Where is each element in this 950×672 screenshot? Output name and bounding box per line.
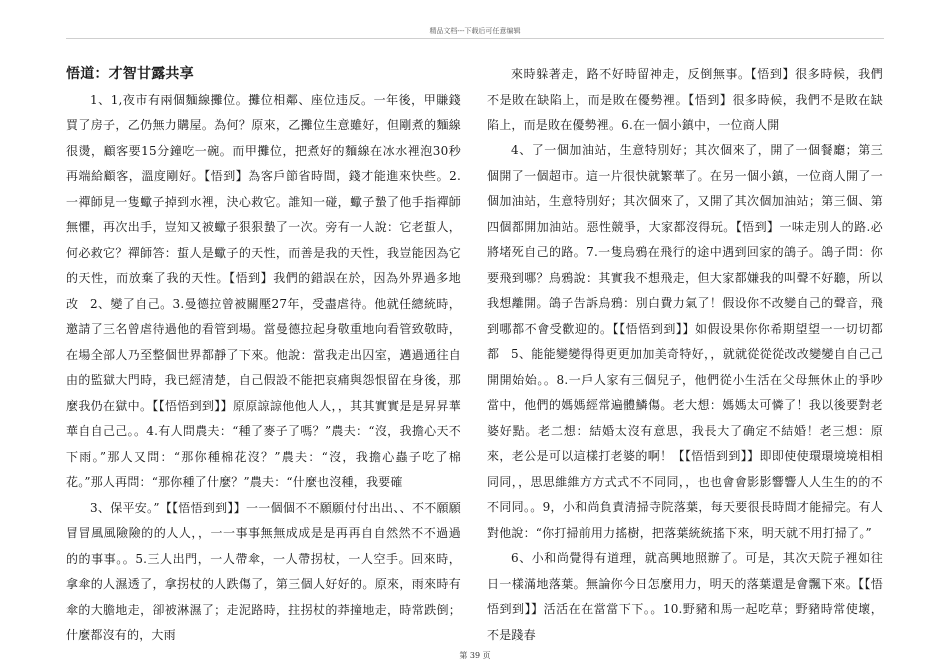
paragraph: 來時躲著走，路不好時留神走，反倒無事。【悟到】很多時候，我們不是敗在缺陷上，而是敗在優勢裡。【悟到】很多時候，我們不是敗在缺陷上，而是敗在優勢裡。6.在一個小鎮中，一位商人開 bbox=[487, 67, 883, 132]
page-number: 第 39 页 bbox=[459, 651, 491, 660]
header-divider bbox=[66, 38, 884, 39]
paragraph: 6、小和尚覺得有道理，就高興地照辦了。可是，其次天院子裡如往日一樣滿地落葉。無論你今日怎麼用力，明天的落葉還是會飄下來。【【悟悟到到】】活活在在當當下下。。10.野豬和馬一起吃草；野豬時常使壞，不是踐春 bbox=[487, 551, 883, 642]
page-header: 精品文档---下载后可任意编辑 bbox=[429, 27, 521, 35]
paragraph: 5、能能變變得得更更加加美奇特好，，就就從從從改改變變自自己己開開始始。。8.一戶人家有三個兒子，他們從小生活在父母無休止的爭吵當中，他們的媽媽經常遍體鱗傷。老大想：媽媽太可憐了！我以後要對老婆好點。老二想：結婚太沒有意思，我長大了确定不結婚！老三想：原來，老公是可以這樣打老婆的啊！【【悟悟到到】】即即使使環環境境相相同同，，思思維維方方式式不不同同，，也也會會影影響響人人生生的的不不同同。。9，小和尚負責清掃寺院落葉，每天要很長時間才能掃完。有人對他說：“你打掃前用力搖樹，把落葉統統搖下來，明天就不用打掃了。” bbox=[487, 347, 883, 540]
document-title: 悟道：才智甘露共享 bbox=[66, 66, 194, 82]
right-column bbox=[487, 62, 883, 642]
left-column bbox=[66, 62, 461, 642]
paragraph: 4、了一個加油站，生意特別好；其次個來了，開了一個餐廳；第三個開了一個超市。這一片很快就繁華了。在另一個小鎮，一位商人開了一個加油站，生意特別好；其次個來了，又開了其次個加油站；第三個、第四個都開加油站。惡性競爭，大家都沒得玩。【悟到】一味走別人的路.必將堵死自己的路。7.一隻烏鴉在飛行的途中遇到回家的鴿子。鴿子問：你要飛到哪？烏鴉說：其實我不想飛走，但大家都嫌我的叫聲不好聽，所以我想離開。鴿子告訴烏鴉：別白費力氣了！假设你不改變自己的聲音，飛到哪都不會受歡迎的。【【悟悟到到】】如假设果你你希期望望一一切切都都 bbox=[487, 143, 883, 361]
paragraph: 2、變了自己。3.曼德拉曾被關壓27年，受盡虐待。他就任總統時，邀請了三名曾虐待過他的看管到場。當曼德拉起身敬重地向看管致敬時，在場全部人乃至整個世界都靜了下來。他說：當我走出囚室，邁過通往自由的監獄大門時，我已經清楚，自己假設不能把哀痛與怨恨留在身後，那麼我仍在獄中。【【悟悟到到】】原原諒諒他他人人，，其其實實是是昇昇華華自自己己。。4.有人問農夫：“種了麥子了嗎？”農夫：“沒，我擔心天不下雨。”那人又問：“那你種棉花沒？”農夫：“沒，我擔心蟲子吃了棉花。”那人再問：“那你種了什麼？”農夫：“什麼也沒種，我要確 bbox=[66, 296, 461, 489]
paragraph: 1、1,夜市有兩個麵線攤位。攤位相鄰、座位违反。一年後，甲賺錢買了房子，乙仍無力購屋。為何？原來，乙攤位生意雖好，但剛煮的麵線很燙，顧客要15分鐘吃一碗。而甲攤位，把煮好的麵線在冰水裡泡30秒再端給顧客，溫度剛好。【悟到】為客戶節省時間，錢才能進來快些。2.一禪師見一隻蠍子掉到水裡，決心救它。誰知一碰，蠍子蟄了他手指禪師無懼，再次出手，豈知又被蠍子狠狠蟄了一次。旁有一人說：它老蜇人，何必救它？禪師答：蜇人是蠍子的天性，而善是我的天性，我豈能因為它的天性，而放棄了我的天性。【悟到】我們的錯誤在於，因為外界過多地改 bbox=[66, 92, 461, 311]
paragraph: 3、保平安。”【【悟悟到到】】一一個個不不願願付付出出、、不不願願冒冒風風險險的的人人，，一一事事無無成成是是再再自自然然不不過過的的事事。。5.三人出門，一人帶傘，一人帶拐杖，一人空手。回來時，拿傘的人濕透了，拿拐杖的人跌傷了，第三個人好好的。原來，雨來時有傘的大膽地走，卻被淋濕了；走泥路時，拄拐杖的莽撞地走，時常跌倒；什麼都沒有的，大雨 bbox=[66, 500, 461, 642]
